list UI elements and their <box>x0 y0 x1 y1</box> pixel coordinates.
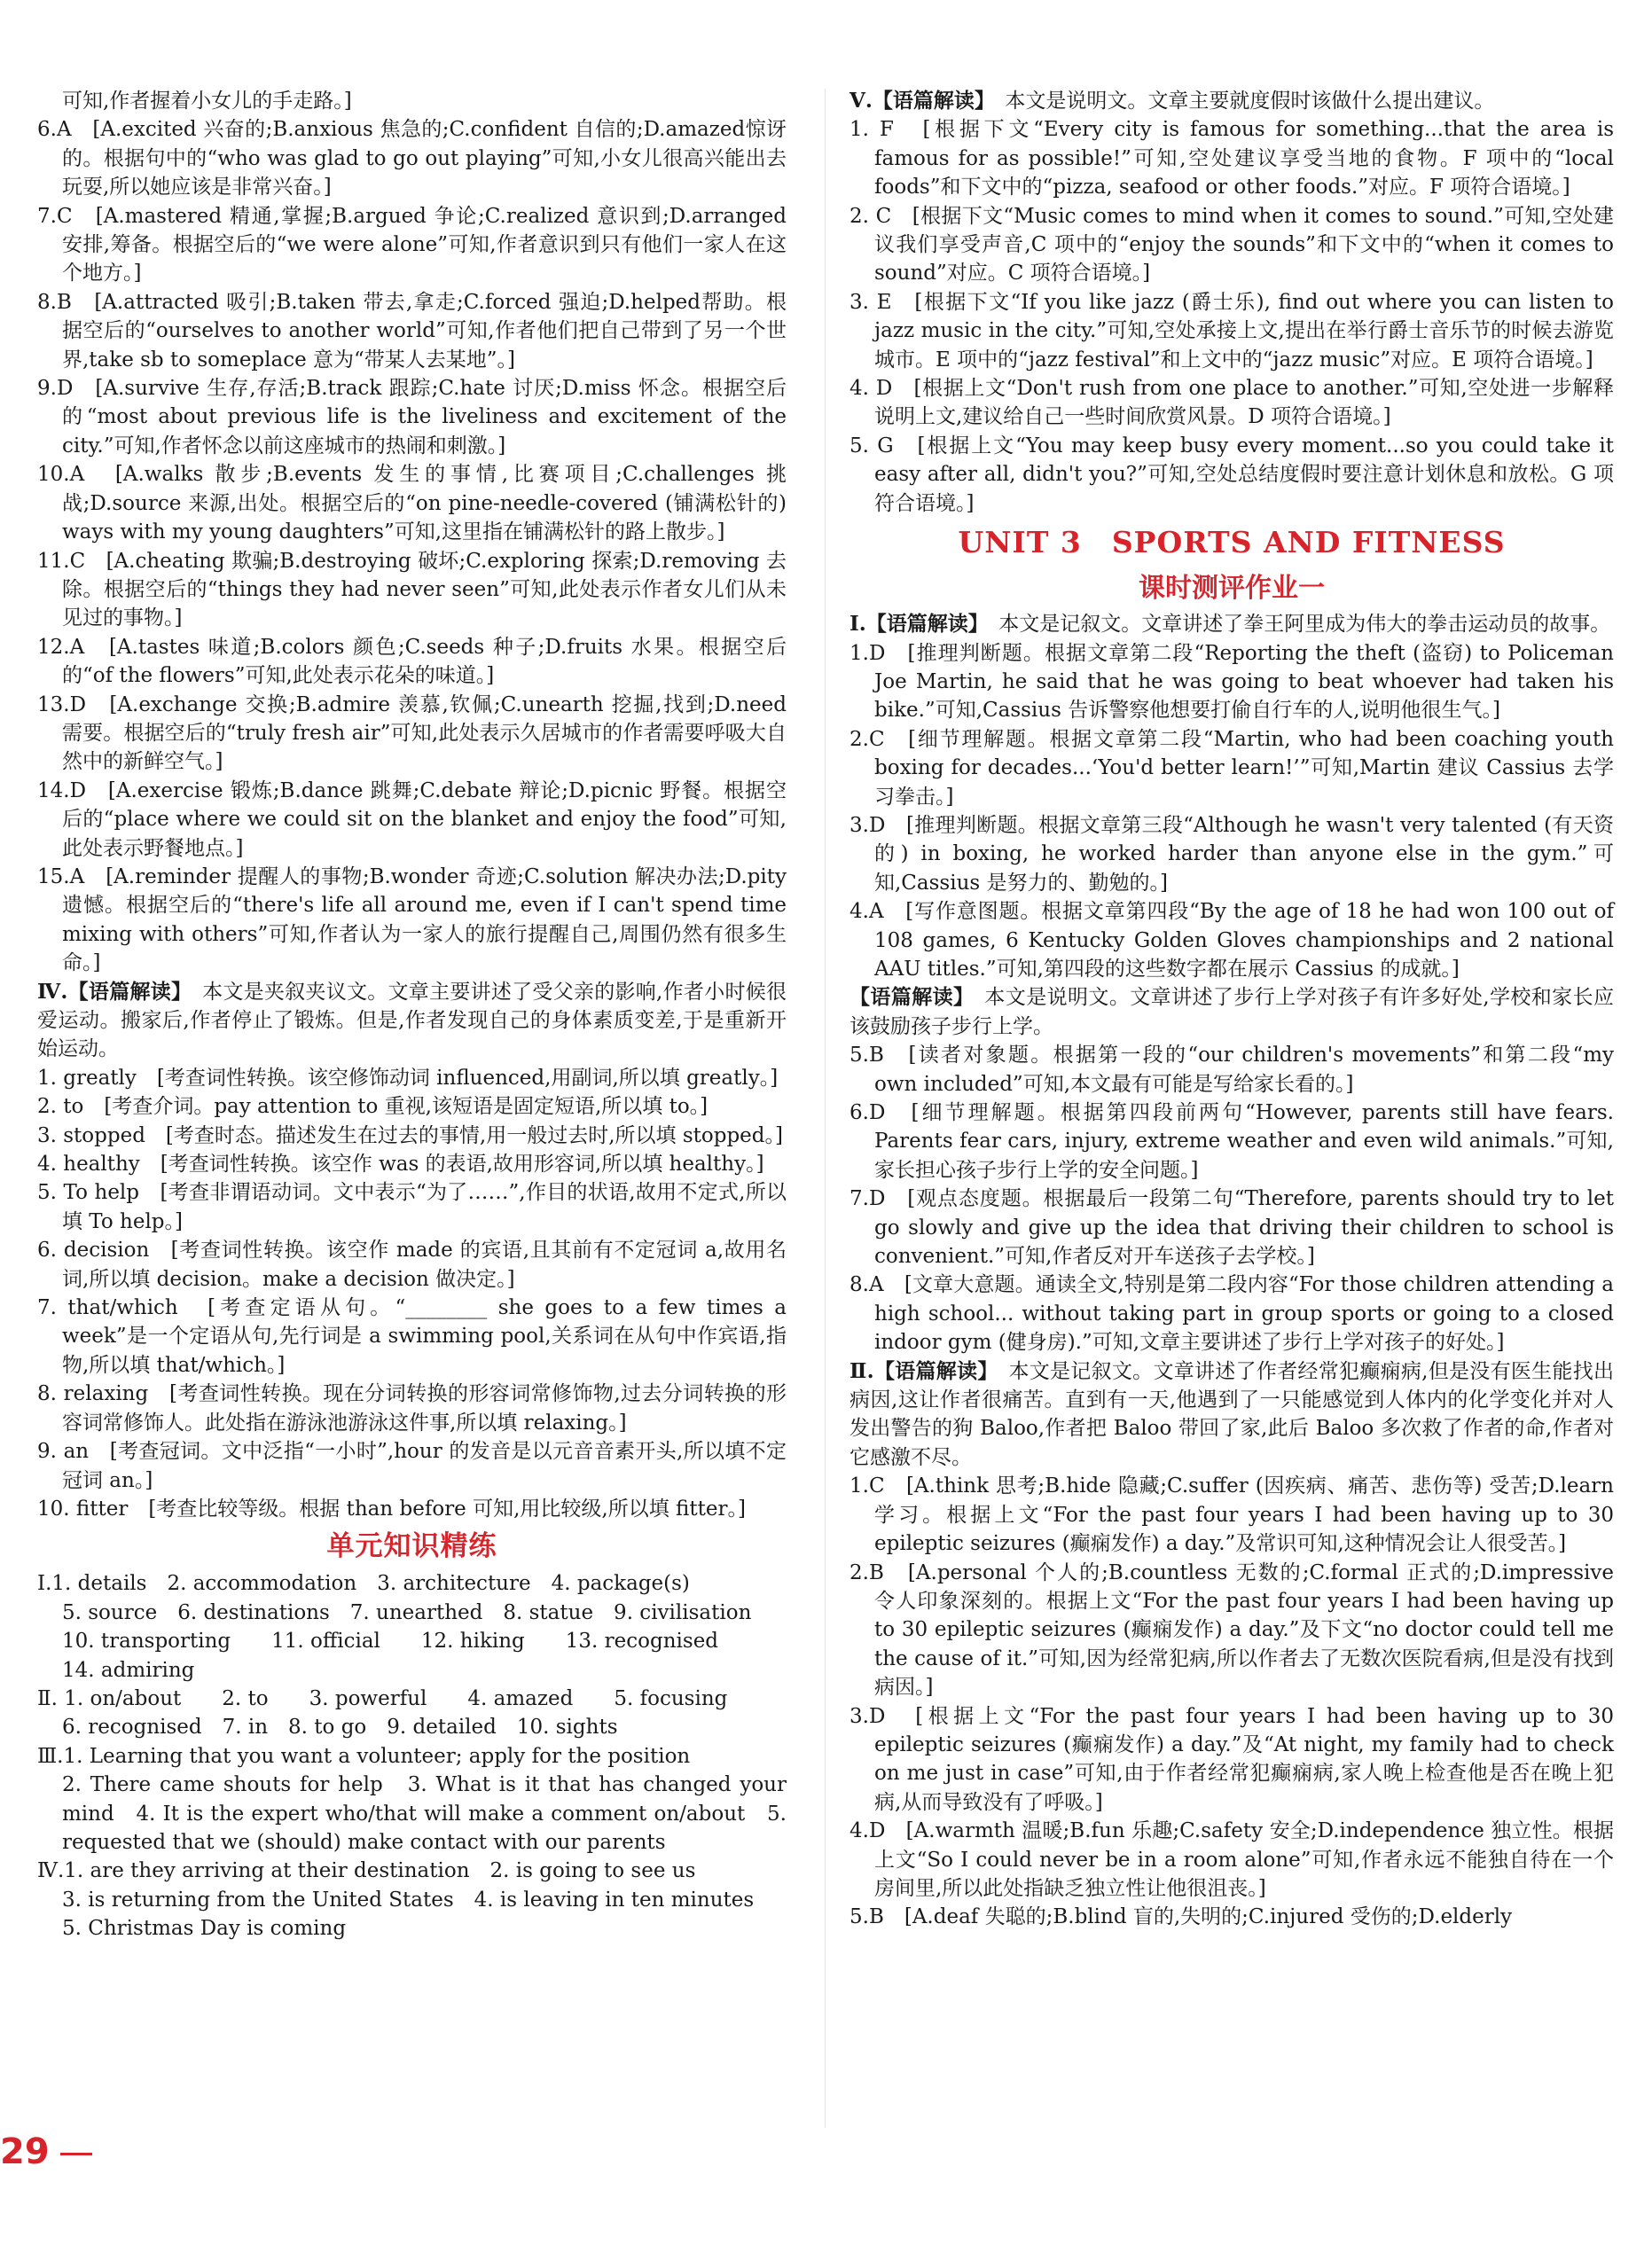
section-4-text: 本文是夹叙夹议文。文章主要讲述了受父亲的影响,作者小时候很爱运动。搬家后,作者停止了锻炼。但是,作者发现自己的身体素质变差,于是重新开始运动。 <box>37 980 787 1061</box>
section-4-intro <box>37 978 787 1064</box>
answer-item: 14.D [A.exercise 锻炼;B.dance 跳舞;C.debate 辩论;D.picnic 野餐。根据空后的“place where we could sit on the blanket and enjoy the food”可知,此处表示野餐地点。] <box>37 778 787 860</box>
answer-item: 1.D [推理判断题。根据文章第二段“Reporting the theft (盗窃) to Policeman Joe Martin, he said that he was going to beat whoever had taken his bike.”可知,Cassius 告诉警察他想要打偷自行车的人,说明他很生气。] <box>849 641 1614 723</box>
review-row: 5. Christmas Day is coming <box>62 1917 347 1941</box>
answer-item: 1.C [A.think 思考;B.hide 隐藏;C.suffer (因疾病、痛苦、悲伤等) 受苦;D.learn 学习。根据上文“For the past four years I had been having up to 30 epileptic seizures (癫痫发作) a day.”及常识可知,这种情况会让人很受苦。] <box>849 1474 1614 1556</box>
answer-item: 10.A [A.walks 散步;B.events 发生的事情,比赛项目;C.challenges 挑战;D.source 来源,出处。根据空后的“on pine-needle-covered (铺满松针的) ways with my young daughters”可知,这里指在铺满松针的路上散步。] <box>37 463 787 544</box>
unit-review-title: 单元知识精练 <box>326 1530 497 1563</box>
review-row: Ⅱ. 1. on/about 2. to 3. powerful 4. amazed 5. focusing <box>37 1686 728 1710</box>
answer-item: 3. E [根据下文“If you like jazz (爵士乐), find out where you can listen to jazz music in the city.”可知,空处承接上文,提出在举行爵士音乐节的时候去游览城市。E 项中的“jazz festival”和上文中的“jazz music”对应。E 项符合语境。] <box>849 290 1614 371</box>
review-row: Ⅲ.1. Learning that you want a volunteer; apply for the position <box>37 1744 691 1768</box>
answer-item: 10. fitter [考查比较等级。根据 than before 可知,用比较级,所以填 fitter。] <box>37 1497 746 1521</box>
answer-item: 12.A [A.tastes 味道;B.colors 颜色;C.seeds 种子;D.fruits 水果。根据空后的“of the flowers”可知,此处表示花朵的味道。] <box>37 635 787 688</box>
unit3-section-1b-intro <box>849 983 1614 1041</box>
section-5-header: Ⅴ.【语篇解读】 <box>849 89 985 113</box>
answer-item: 9.D [A.survive 生存,存活;B.track 跟踪;C.hate 讨厌;D.miss 怀念。根据空后的“most about previous life is the liveliness and excitement of the city.”可知,作者怀念以前这座城市的热闹和刺激。] <box>37 377 787 457</box>
answer-item: 6.A [A.excited 兴奋的;B.anxious 焦急的;C.confident 自信的;D.amazed惊讶的。根据句中的“who was glad to go out playing”可知,小女儿很高兴能出去玩耍,所以她应该是非常兴奋。] <box>37 118 787 199</box>
answer-item: 1. greatly [考查词性转换。该空修饰动词 influenced,用副词,所以填 greatly。] <box>37 1066 779 1090</box>
unit3-section-1-intro <box>849 610 1614 638</box>
right-column <box>849 87 1614 1932</box>
answer-item: 2.B [A.personal 个人的;B.countless 无数的;C.formal 正式的;D.impressive 令人印象深刻的。根据上文“For the past four years I had been having up to 30 epileptic seizures (癫痫发作) a day.”及下文“no doctor could tell me the cause of it.”可知,因为经常犯病,所以作者去了无数次医院看病,但是没有找到病因。] <box>849 1560 1614 1700</box>
review-row: Ⅳ.1. are they arriving at their destination 2. is going to see us <box>37 1859 696 1883</box>
answer-item: 11.C [A.cheating 欺骗;B.destroying 破坏;C.exploring 探索;D.removing 去除。根据空后的“things they had never seen”可知,此处表示作者女儿们从未见过的事物。] <box>37 549 787 630</box>
answer-item: 1. F [根据下文“Every city is famous for something...that the area is famous for as possible!”可知,空处建议享受当地的食物。F 项中的“local foods”和下文中的“pizza, seafood or other foods.”对应。F 项符合语境。] <box>849 118 1614 199</box>
unit3-section-2-header: Ⅱ.【语篇解读】 <box>849 1358 989 1383</box>
answer-item: 2.C [细节理解题。根据文章第二段“Martin, who had been coaching youth boxing for decades...‘You'd better learn!’”可知,Martin 建议 Cassius 去学习拳击。] <box>849 727 1614 809</box>
review-row: Ⅰ.1. details 2. accommodation 3. architecture 4. package(s) <box>37 1572 690 1596</box>
page-number-dash <box>60 2153 92 2155</box>
review-row: 6. recognised 7. in 8. to go 9. detailed 10. sights <box>62 1716 618 1740</box>
answer-item: 2. to [考查介词。pay attention to 重视,该短语是固定短语,所以填 to。] <box>37 1095 709 1119</box>
answer-item: 6.D [细节理解题。根据第四段前两句“However, parents still have fears. Parents fear cars, injury, extreme weather and even wild animals.”可知,家长担心孩子步行上学的安全问题。] <box>849 1101 1614 1182</box>
section-5-intro <box>849 87 1614 115</box>
answer-item: 7.C [A.mastered 精通,掌握;B.argued 争论;C.realized 意识到;D.arranged 安排,筹备。根据空后的“we were alone”可知,作者意识到只有他们一家人在这个地方。] <box>37 204 787 285</box>
lesson-subtitle: 课时测评作业一 <box>1139 573 1325 605</box>
section-4-header: Ⅳ.【语篇解读】 <box>37 979 182 1004</box>
review-row: 14. admiring <box>62 1658 195 1682</box>
answer-item: 15.A [A.reminder 提醒人的事物;B.wonder 奇迹;C.solution 解决办法;D.pity 遗憾。根据空后的“there's life all around me, even if I can't spend time mixing with others”可知,作者认为一家人的旅行提醒自己,周围仍然有很多生命。] <box>37 864 787 975</box>
answer-item: 5. To help [考查非谓语动词。文中表示“为了……”,作目的状语,故用不定式,所以填 To help。] <box>37 1181 787 1233</box>
unit3-section-1-header: Ⅰ.【语篇解读】 <box>849 612 979 637</box>
left-column <box>37 87 787 1943</box>
answer-item: 13.D [A.exchange 交换;B.admire 羡慕,钦佩;C.unearth 挖掘,找到;D.need 需要。根据空后的“truly fresh air”可知,此处表示久居城市的作者需要呼吸大自然中的新鲜空气。] <box>37 692 787 774</box>
answer-item: 3.D [推理判断题。根据文章第三段“Although he wasn't very talented (有天资的) in boxing, he worked harder than anyone else in the gym.”可知,Cassius 是努力的、勤勉的。] <box>849 813 1614 895</box>
answer-item: 3.D [根据上文“For the past four years I had been having up to 30 epileptic seizures (癫痫发作) a day.”及“At night, my family had to check on me just in case”可知,由于作者经常犯癫痫病,家人晚上检查他是否在晚上犯病,从而导致没有了呼吸。] <box>849 1704 1614 1814</box>
answer-item: 4.A [写作意图题。根据文章第四段“By the age of 18 he had won 100 out of 108 games, 6 Kentucky Golden Gloves championships and 2 national AAU titles.”可知,第四段的这些数字都在展示 Cassius 的成就。] <box>849 900 1614 981</box>
answer-item: 5. G [根据上文“You may keep busy every moment...so you could take it easy after all, didn't you?”可知,空处总结度假时要注意计划休息和放松。G 项符合语境。] <box>849 434 1614 515</box>
review-row: 5. source 6. destinations 7. unearthed 8. statue 9. civilisation <box>62 1600 752 1624</box>
answer-item: 8. relaxing [考查词性转换。现在分词转换的形容词常修饰物,过去分词转换的形容词常修饰人。此处指在游泳池游泳这件事,所以填 relaxing。] <box>37 1382 787 1435</box>
answer-item: 7. that/which [考查定语从句。“________ she goes to a few times a week”是一个定语从句,先行词是 a swimming pool,关系词在从句中作宾语,指物,所以填 that/which。] <box>37 1296 787 1377</box>
answer-item: 7.D [观点态度题。根据最后一段第二句“Therefore, parents should try to let go slowly and give up the idea that driving their children to school is convenient.”可知,作者反对开车送孩子去学校。] <box>849 1187 1614 1269</box>
answer-item: 4. D [根据上文“Don't rush from one place to another.”可知,空处进一步解释说明上文,建议给自己一些时间欣赏风景。D 项符合语境。] <box>849 377 1614 429</box>
answer-item: 6. decision [考查词性转换。该空作 made 的宾语,且其前有不定冠词 a,故用名词,所以填 decision。make a decision 做决定。] <box>37 1239 787 1291</box>
answer-item: 3. stopped [考查时态。描述发生在过去的事情,用一般过去时,所以填 stopped。] <box>37 1123 783 1147</box>
answer-item: 5.B [A.deaf 失聪的;B.blind 盲的,失明的;C.injured 受伤的;D.elderly <box>849 1905 1513 1929</box>
section-5-text: 本文是说明文。文章主要就度假时该做什么提出建议。 <box>984 90 1495 113</box>
unit3-section-2-text: 本文是记叙文。文章讲述了作者经常犯癫痫病,但是没有医生能找出病因,这让作者很痛苦。直到有一天,他遇到了一只能感觉到人体内的化学变化并对人发出警告的狗 Baloo,作者把 Baloo 带回了家,此后 Baloo 多次救了作者的命,作者对它感激不尽。 <box>849 1359 1614 1469</box>
review-row: 2. There came shouts for help 3. What is it that has changed your mind 4. It is the expert who/that will make a comment on/about 5. requested that we (should) make contact with our parents <box>62 1773 787 1854</box>
unit-3-title: UNIT 3 SPORTS AND FITNESS <box>958 525 1506 560</box>
answer-item: 4. healthy [考查词性转换。该空作 was 的表语,故用形容词,所以填 healthy。] <box>37 1153 764 1177</box>
answer-item: 可知,作者握着小女儿的手走路。] <box>62 90 352 113</box>
answer-item: 2. C [根据下文“Music comes to mind when it comes to sound.”可知,空处建议我们享受声音,C 项中的“enjoy the sounds”和下文中的“when it comes to sound”对应。C 项符合语境。] <box>849 204 1614 285</box>
answer-item: 9. an [考查冠词。文中泛指“一小时”,hour 的发音是以元音音素开头,所以填不定冠词 an。] <box>37 1440 787 1492</box>
unit3-section-1b-text: 本文是说明文。文章讲述了步行上学对孩子有许多好处,学校和家长应该鼓励孩子步行上学。 <box>849 986 1615 1038</box>
unit3-section-2-intro <box>849 1357 1614 1473</box>
answer-item: 4.D [A.warmth 温暖;B.fun 乐趣;C.safety 安全;D.independence 独立性。根据上文“So I could never be in a room alone”可知,作者永远不能独自待在一个房间里,所以此处指缺乏独立性让他很沮丧。] <box>849 1819 1614 1900</box>
answer-item: 5.B [读者对象题。根据第一段的“our children's movements”和第二段“my own included”可知,本文最有可能是写给家长看的。] <box>849 1044 1614 1096</box>
answer-item: 8.B [A.attracted 吸引;B.taken 带去,拿走;C.forced 强迫;D.helped帮助。根据空后的“ourselves to another world”可知,作者他们把自己带到了另一个世界,take sb to someplace 意为“带某人去某地”。] <box>37 290 787 371</box>
page-number: 29 <box>0 2131 50 2172</box>
review-row: 3. is returning from the United States 4. is leaving in ten minutes <box>62 1888 755 1912</box>
unit3-section-1b-header: 【语篇解读】 <box>849 985 964 1010</box>
unit3-section-1-text: 本文是记叙文。文章讲述了拳王阿里成为伟大的拳击运动员的故事。 <box>978 613 1611 637</box>
review-row: 10. transporting 11. official 12. hiking 13. recognised <box>62 1630 719 1654</box>
answer-item: 8.A [文章大意题。通读全文,特别是第二段内容“For those children attending a high school... without taking part in group sports or going to a closed indoor gym (健身房).”可知,文章主要讲述了步行上学对孩子的好处。] <box>849 1273 1614 1355</box>
column-divider <box>825 89 826 2128</box>
